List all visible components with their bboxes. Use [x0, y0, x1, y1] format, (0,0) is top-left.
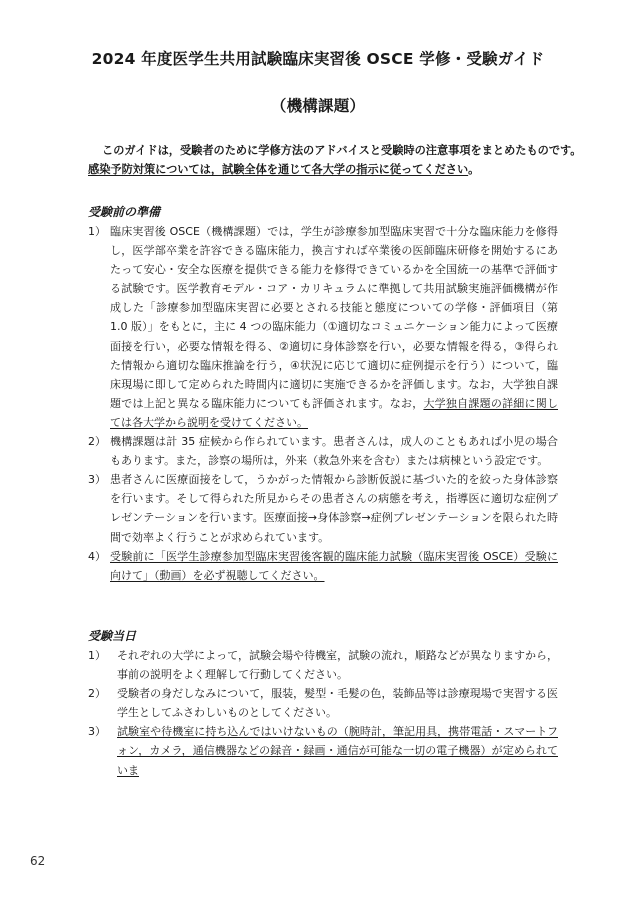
intro-line-2: 感染予防対策については，試験全体を通じて各大学の指示に従ってください。 — [88, 163, 480, 176]
item-text — [117, 646, 558, 684]
item-text — [117, 684, 558, 722]
page-number: 62 — [30, 854, 46, 868]
list-item — [88, 722, 558, 779]
document-title-line1: 2024 年度医学生共用試験臨床実習後 OSCE 学修・受験ガイド — [91, 50, 545, 68]
list-item — [88, 547, 558, 585]
item-plain-text: それぞれの大学によって，試験会場や待機室，試験の流れ，順路などが異なりますから，事前の説明をよく理解して行動してください。 — [117, 649, 558, 682]
before-exam-list — [88, 222, 558, 585]
infection-control-note: 感染予防対策については，試験全体を通じて各大学の指示に従ってください — [88, 163, 469, 176]
list-item — [88, 432, 558, 470]
list-item — [88, 646, 558, 684]
list-item — [88, 222, 558, 432]
item-number: 1） — [88, 225, 106, 238]
item-text — [110, 222, 558, 432]
intro-line-1: このガイドは，受験者のために学修方法のアドバイスと受験時の注意事項をまとめたものです。 — [102, 144, 582, 157]
item-underlined-text: 試験室や待機室に持ち込んではいけないもの（腕時計，筆記用具，携帯電話・スマートフォン，カメラ，通信機器などの録音・録画・通信が可能な一切の電子機器）が定められていま — [117, 725, 558, 777]
intro-paragraph — [88, 141, 582, 179]
list-item — [88, 470, 558, 546]
item-text — [110, 432, 558, 470]
item-number: 1） — [88, 649, 106, 662]
item-underlined-text: 受験前に「医学生診療参加型臨床実習後客観的臨床能力試験（臨床実習後 OSCE）受験に向けて」（動画）を必ず視聴してください。 — [110, 549, 558, 582]
item-plain-text: 臨床実習後 OSCE（機構課題）では，学生が診療参加型臨床実習で十分な臨床能力を修得し，医学部卒業を許容できる臨床能力，換言すれば卒業後の医師臨床研修を開始するにあたって安心・安全な医療を提供できる能力を修得できているかを全国統一の基準で評価する試験です。医学教育モデル・コア・カリキュラムに準拠して共用試験実施評価機構が作成した「診療参加型臨床実習に必要とされる技能と態度についての学修・評価項目（第 1.0 版）」をもとに，主に 4 つの臨床能力（①適切なコミュニケーション能力によって医療面接を行い，必要な情報を得る、②適切に身体診察を行い，必要な情報を得る，③得られた情報から適切な臨床推論を行う，④状況に応じて適切に症例提示を行う）について，臨床現場に即して定められた時間内に適切に実施できるかを評価します。なお，大学独自課題では上記と異なる臨床能力についても評価されます。なお， — [110, 225, 558, 410]
list-item — [88, 684, 558, 722]
item-plain-text: 患者さんに医療面接をして，うかがった情報から診断仮説に基づいた的を絞った身体診察を行います。そして得られた所見からその患者さんの病態を考え，指導医に適切な症例プレゼンテーションを行います。医療面接→身体診察→症例プレゼンテーションを限られた時間で効率よく行うことが求められています。 — [110, 473, 558, 544]
section-heading-exam-day: 受験当日 — [88, 629, 137, 643]
item-number: 2） — [88, 435, 106, 449]
item-text — [117, 722, 558, 779]
item-number: 3） — [88, 473, 106, 487]
document-title-line2: （機構課題） — [270, 97, 366, 115]
section-heading-before-exam: 受験前の準備 — [88, 205, 161, 219]
item-text — [110, 547, 558, 585]
item-number: 2） — [88, 687, 106, 701]
item-underlined-text: 大学独自課題の詳細に関しては各大学から説明を受けてください。 — [110, 396, 559, 429]
item-number: 4） — [88, 549, 106, 563]
item-number: 3） — [88, 725, 106, 739]
item-plain-text: 受験者の身だしなみについて，服装，髪型・毛髪の色，装飾品等は診療現場で実習する医学生としてふさわしいものとしてください。 — [117, 687, 558, 720]
exam-day-list — [88, 646, 558, 780]
item-text — [110, 470, 558, 546]
item-plain-text: 機構課題は計 35 症候から作られています。患者さんは，成人のこともあれば小児の場合もあります。また，診察の場所は，外来（救急外来を含む）または病棟という設定です。 — [110, 435, 558, 468]
